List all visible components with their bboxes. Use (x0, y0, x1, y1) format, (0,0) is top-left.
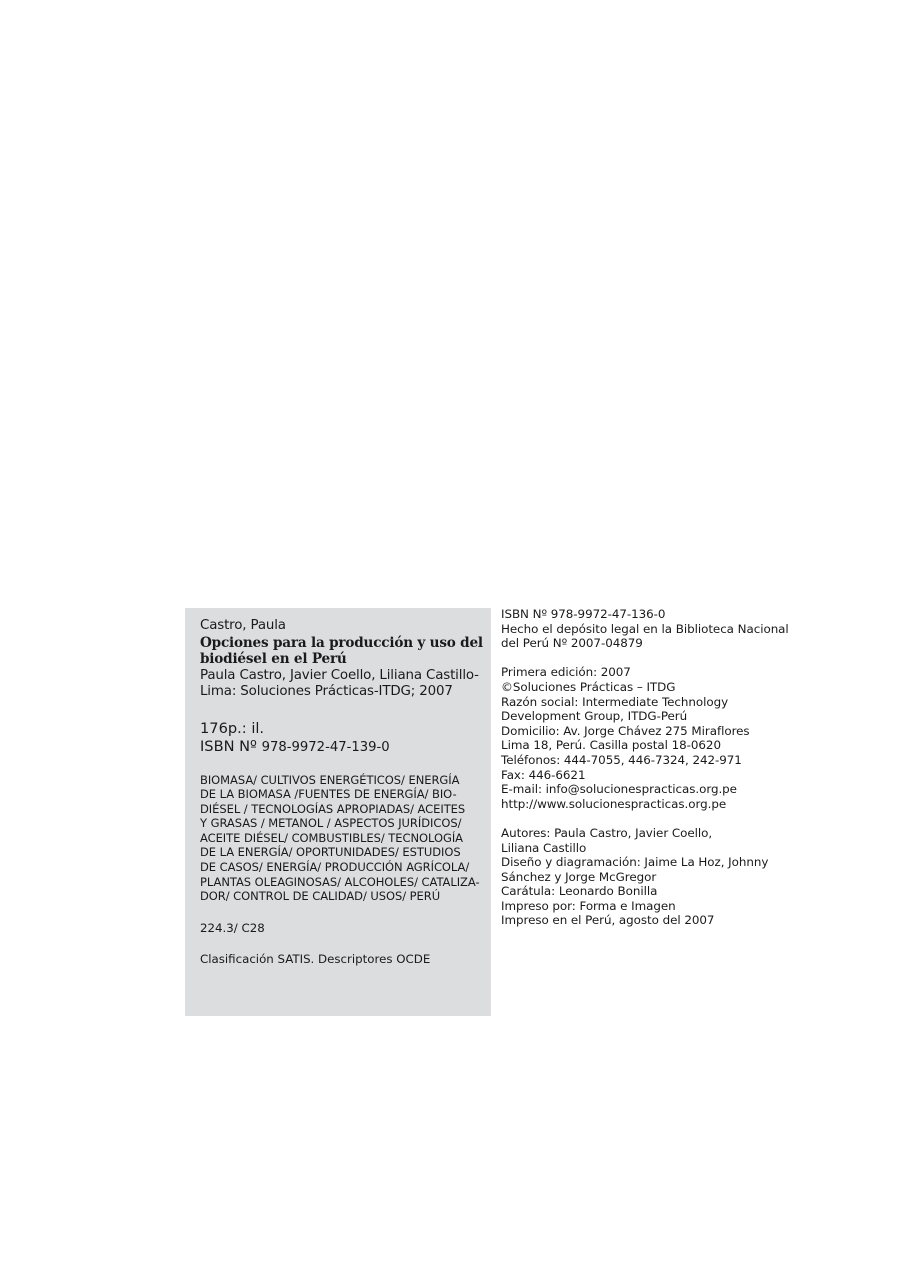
descriptor-line: DOR/ CONTROL DE CALIDAD/ USOS/ PERÚ (200, 889, 441, 904)
colophon-line: del Perú Nº 2007-04879 (501, 636, 643, 651)
descriptor-line: ACEITE DIÉSEL/ COMBUSTIBLES/ TECNOLOGÍA (200, 830, 463, 845)
colophon-line: Hecho el depósito legal en la Biblioteca Nacional (501, 621, 789, 636)
colophon-line: Impreso por: Forma e Imagen (501, 898, 676, 913)
spacer (501, 811, 761, 826)
descriptor-line: DE CASOS/ ENERGÍA/ PRODUCCIÓN AGRÍCOLA/ (200, 860, 470, 875)
descriptor-line: PLANTAS OLEAGINOSAS/ ALCOHOLES/ CATALIZA- (200, 874, 480, 889)
colophon-line: ISBN Nº 978-9972-47-136-0 (501, 607, 666, 621)
authors-line: Paula Castro, Javier Coello, Liliana Castillo- (200, 667, 479, 683)
descriptor-line: BIOMASA/ CULTIVOS ENERGÉTICOS/ ENERGÍA (200, 772, 460, 787)
legal-deposit-block (501, 607, 789, 651)
pages-line: 176p.: il. (200, 719, 265, 737)
imprint-line: Lima: Soluciones Prácticas-ITDG; 2007 (200, 684, 453, 699)
isbn-number: 978-9972-47-139-0 (261, 739, 390, 755)
classification-note: Clasificación SATIS. Descriptores OCDE (200, 951, 431, 966)
publisher-block (501, 665, 761, 811)
colophon-line: Razón social: Intermediate Technology (501, 694, 729, 709)
isbn-label: ISBN Nº (200, 737, 257, 755)
colophon-line: Teléfonos: 444-7055, 446-7324, 242-971 (501, 752, 742, 767)
descriptor-line: DIÉSEL / TECNOLOGÍAS APROPIADAS/ ACEITES (200, 801, 466, 816)
colophon-line: Carátula: Leonardo Bonilla (501, 884, 658, 899)
classification-code: 224.3/ C28 (200, 920, 265, 935)
colophon-line: Lima 18, Perú. Casilla postal 18-0620 (501, 738, 721, 753)
colophon-line: Domicilio: Av. Jorge Chávez 275 Miraflores (501, 723, 750, 738)
catalog-card (185, 608, 491, 1016)
descriptor-line: DE LA ENERGÍA/ OPORTUNIDADES/ ESTUDIOS (200, 845, 461, 860)
spacer (501, 651, 761, 666)
colophon-line: Liliana Castillo (501, 840, 587, 855)
colophon-line: Autores: Paula Castro, Javier Coello, (501, 825, 713, 840)
descriptor-line: Y GRASAS / METANOL / ASPECTOS JURÍDICOS/ (200, 816, 462, 831)
book-title-line-2: biodiésel en el Perú (200, 651, 347, 667)
colophon-line: Impreso en el Perú, agosto del 2007 (501, 913, 715, 928)
colophon-line: Fax: 446-6621 (501, 767, 586, 782)
isbn-line (200, 738, 475, 757)
website-line: http://www.solucionespracticas.org.pe (501, 796, 727, 811)
colophon-line: ©Soluciones Prácticas – ITDG (501, 679, 676, 694)
author-heading: Castro, Paula (200, 618, 286, 633)
credits-block (501, 825, 769, 928)
colophon-line: Diseño y diagramación: Jaime La Hoz, Johnny (501, 855, 769, 870)
colophon-line: Development Group, ITDG-Perú (501, 709, 688, 724)
book-title-line-1: Opciones para la producción y uso del (200, 634, 483, 651)
descriptor-line: DE LA BIOMASA /FUENTES DE ENERGÍA/ BIO- (200, 787, 457, 802)
colophon-line: Primera edición: 2007 (501, 665, 631, 680)
colophon (501, 607, 789, 928)
descriptors-block (200, 772, 480, 904)
colophon-line: Sánchez y Jorge McGregor (501, 869, 657, 884)
email-line: E-mail: info@solucionespracticas.org.pe (501, 782, 737, 797)
